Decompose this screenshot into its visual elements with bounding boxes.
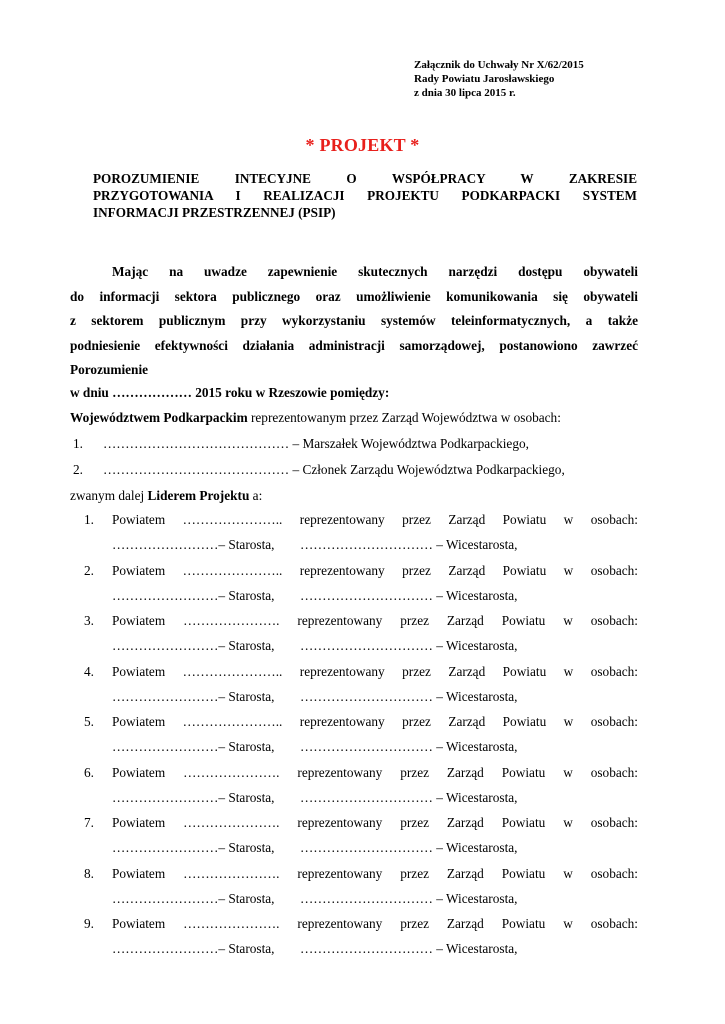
powiat-number: 1. <box>84 512 94 527</box>
annex-line: Rady Powiatu Jarosławskiego <box>414 73 555 85</box>
powiat-line: Powiatem ………………….. reprezentowany przez Zarząd Powiatu w osobach: <box>112 512 638 527</box>
wicestarosta-field: ………………………… – Wicestarosta, <box>300 688 518 704</box>
powiat-officials <box>112 790 638 806</box>
wicestarosta-field: ………………………… – Wicestarosta, <box>300 739 518 754</box>
wicestarosta-field: ………………………… – Wicestarosta, <box>300 587 518 603</box>
representative-row <box>73 436 529 452</box>
powiat-item <box>84 916 638 967</box>
powiat-item <box>84 866 638 917</box>
powiat-officials <box>112 588 638 604</box>
wicestarosta-field: ………………………… – Wicestarosta, <box>300 789 518 805</box>
starosta-field: ……………………– Starosta, <box>112 537 275 552</box>
intro-paragraph <box>70 260 638 383</box>
starosta-field: ……………………– Starosta, <box>112 941 275 956</box>
powiat-item <box>84 613 638 664</box>
representative-text: …………………………………… – Członek Zarządu Województwa Podkarpackiego, <box>103 462 565 477</box>
powiat-item <box>84 815 638 866</box>
annex-header <box>414 58 584 100</box>
starosta-field: ……………………– Starosta, <box>112 587 275 603</box>
powiat-line: Powiatem …………………. reprezentowany przez Zarząd Powiatu w osobach: <box>112 613 638 628</box>
lider-prefix: zwanym dalej <box>70 488 148 503</box>
intro-line: podniesienie efektywności działania administracji samorządowej, postanowiono zawrzeć <box>70 337 638 353</box>
powiat-number: 5. <box>84 714 94 729</box>
powiat-line: Powiatem …………………. reprezentowany przez Zarząd Powiatu w osobach: <box>112 815 638 830</box>
powiat-line: Powiatem …………………. reprezentowany przez Zarząd Powiatu w osobach: <box>112 764 638 780</box>
powiat-number: 4. <box>84 663 94 679</box>
starosta-field: ……………………– Starosta, <box>112 890 275 906</box>
powiat-officials <box>112 689 638 705</box>
powiat-officials <box>112 739 638 755</box>
wicestarosta-field: ………………………… – Wicestarosta, <box>300 537 518 552</box>
starosta-field: ……………………– Starosta, <box>112 638 275 653</box>
title-line: POROZUMIENIE INTECYJNE O WSPÓŁPRACY W ZAKRESIE <box>93 171 637 186</box>
powiat-number: 6. <box>84 764 94 780</box>
title-line: PRZYGOTOWANIA I REALIZACJI PROJEKTU PODKARPACKI SYSTEM <box>93 188 637 203</box>
annex-line: Załącznik do Uchwały Nr X/62/2015 <box>414 59 584 71</box>
wicestarosta-field: ………………………… – Wicestarosta, <box>300 890 518 906</box>
starosta-field: ……………………– Starosta, <box>112 789 275 805</box>
wicestarosta-field: ………………………… – Wicestarosta, <box>300 941 518 956</box>
annex-line: z dnia 30 lipca 2015 r. <box>414 87 516 99</box>
powiat-line: Powiatem ………………….. reprezentowany przez Zarząd Powiatu w osobach: <box>112 663 638 679</box>
powiat-item <box>84 714 638 765</box>
representative-text: …………………………………… – Marszałek Województwa Podkarpackiego, <box>103 436 529 451</box>
intro-line: Porozumienie <box>70 362 149 377</box>
intro-line: do informacji sektora publicznego oraz umożliwienie komunikowania się obywateli <box>70 288 638 304</box>
lider-suffix: a: <box>249 488 263 503</box>
powiat-item <box>84 512 638 563</box>
date-line: w dniu ……………… 2015 roku w Rzeszowie pomiędzy: <box>70 385 390 400</box>
powiat-officials <box>112 537 638 553</box>
powiat-number: 7. <box>84 815 94 830</box>
representative-number: 2. <box>73 462 83 477</box>
powiat-number: 2. <box>84 562 94 578</box>
powiat-number: 9. <box>84 916 94 931</box>
representative-row <box>73 462 565 478</box>
powiat-item <box>84 765 638 816</box>
powiat-line: Powiatem ………………….. reprezentowany przez Zarząd Powiatu w osobach: <box>112 562 638 578</box>
intro-line: z sektorem publicznym przy wykorzystaniu systemów teleinformatycznych, a także <box>70 313 638 328</box>
lider-line <box>70 488 262 504</box>
representative-number: 1. <box>73 436 83 451</box>
powiat-item <box>84 563 638 614</box>
document-title <box>93 170 637 221</box>
lider-name: Liderem Projektu <box>147 488 250 503</box>
wojewodztwo-name: Województwem Podkarpackim <box>70 410 248 425</box>
wojewodztwo-rest: reprezentowanym przez Zarząd Województwa w osobach: <box>247 410 561 425</box>
projekt-label: * PROJEKT * <box>305 135 420 155</box>
starosta-field: ……………………– Starosta, <box>112 688 275 704</box>
powiat-item <box>84 664 638 715</box>
powiat-officials <box>112 891 638 907</box>
powiat-number: 3. <box>84 613 94 628</box>
powiat-officials <box>112 840 638 856</box>
wicestarosta-field: ………………………… – Wicestarosta, <box>300 840 518 855</box>
powiat-line: Powiatem …………………. reprezentowany przez Zarząd Powiatu w osobach: <box>112 865 638 881</box>
wicestarosta-field: ………………………… – Wicestarosta, <box>300 638 518 653</box>
powiat-officials <box>112 941 638 957</box>
title-line: INFORMACJI PRZESTRZENNEJ (PSIP) <box>93 205 336 220</box>
powiat-line: Powiatem …………………. reprezentowany przez Zarząd Powiatu w osobach: <box>112 916 638 931</box>
starosta-field: ……………………– Starosta, <box>112 739 275 754</box>
powiat-number: 8. <box>84 865 94 881</box>
wojewodztwo-line <box>70 410 561 426</box>
powiat-officials <box>112 638 638 654</box>
starosta-field: ……………………– Starosta, <box>112 840 275 855</box>
powiat-line: Powiatem ………………….. reprezentowany przez Zarząd Powiatu w osobach: <box>112 714 638 729</box>
powiat-list <box>84 512 638 967</box>
intro-line: Mając na uwadze zapewnienie skutecznych narzędzi dostępu obywateli <box>112 264 638 279</box>
